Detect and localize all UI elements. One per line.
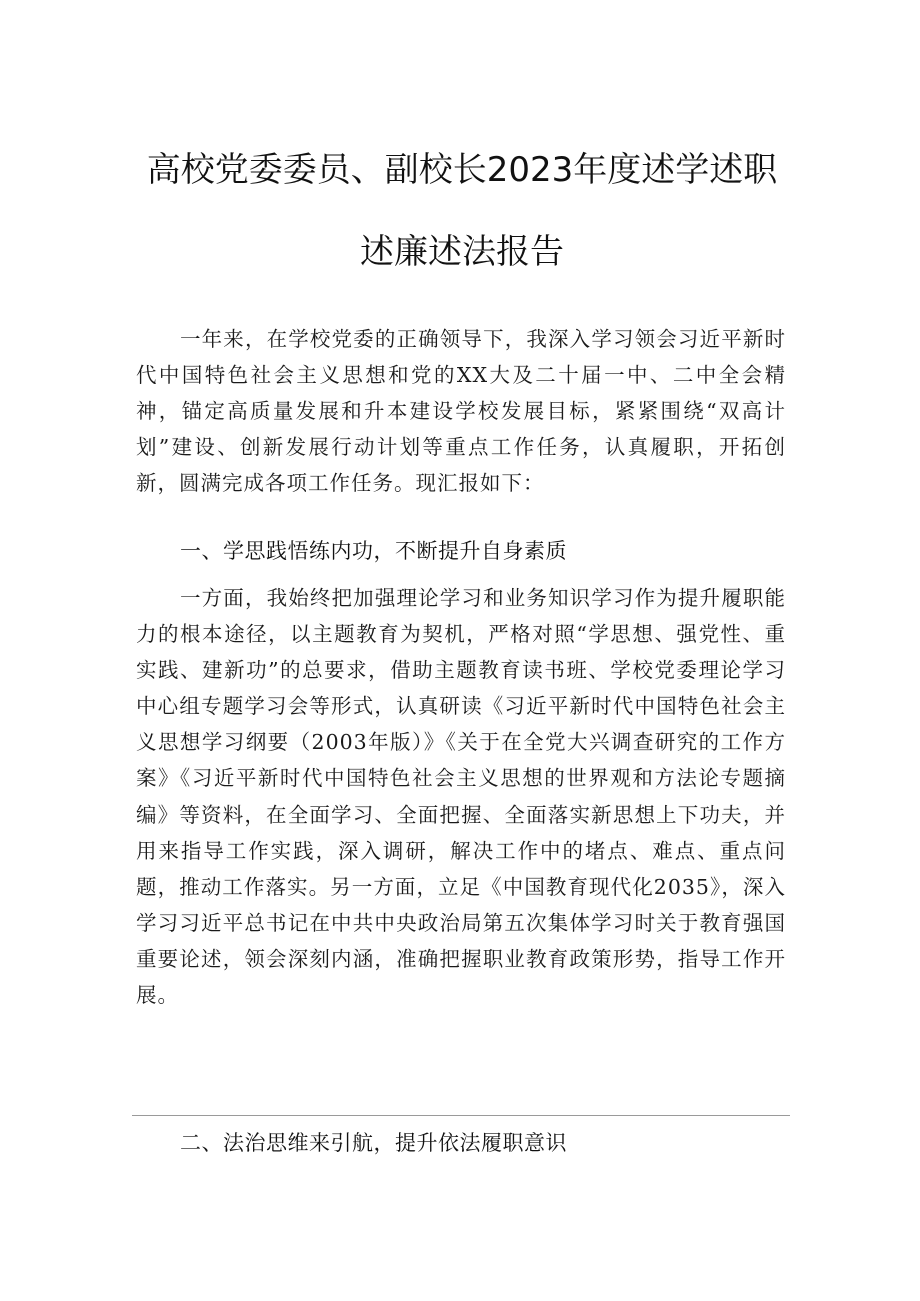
document-title-line2: 述廉述法报告 (360, 232, 564, 272)
intro-paragraph: 一年来，在学校党委的正确领导下，我深入学习领会习近平新时代中国特色社会主义思想和党的XX大及二十届一中、二中全会精神，锚定高质量发展和升本建设学校发展目标，紧紧围绕“双高计划”建设、创新发展行动计划等重点工作任务，认真履职，开拓创新，圆满完成各项工作任务。现汇报如下： (136, 327, 786, 496)
page-break-divider (132, 1115, 790, 1116)
section1-heading: 一、学思践悟练内功，不断提升自身素质 (180, 539, 567, 563)
section2-heading: 二、法治思维来引航，提升依法履职意识 (180, 1131, 567, 1155)
document-title-line1: 高校党委委员、副校长2023年度述学述职 (146, 150, 778, 190)
section1-paragraph: 一方面，我始终把加强理论学习和业务知识学习作为提升履职能力的根本途径，以主题教育为契机，严格对照“学思想、强党性、重实践、建新功”的总要求，借助主题教育读书班、学校党委理论学习中心组专题学习会等形式，认真研读《习近平新时代中国特色社会主义思想学习纲要（2003年版）》《关于在全党大兴调查研究的工作方案》《习近平新时代中国特色社会主义思想的世界观和方法论专题摘编》等资料，在全面学习、全面把握、全面落实新思想上下功夫，并用来指导工作实践，深入调研，解决工作中的堵点、难点、重点问题，推动工作落实。另一方面，立足《中国教育现代化2035》，深入学习习近平总书记在中共中央政治局第五次集体学习时关于教育强国重要论述，领会深刻内涵，准确把握职业教育政策形势，指导工作开展。 (136, 586, 786, 1008)
